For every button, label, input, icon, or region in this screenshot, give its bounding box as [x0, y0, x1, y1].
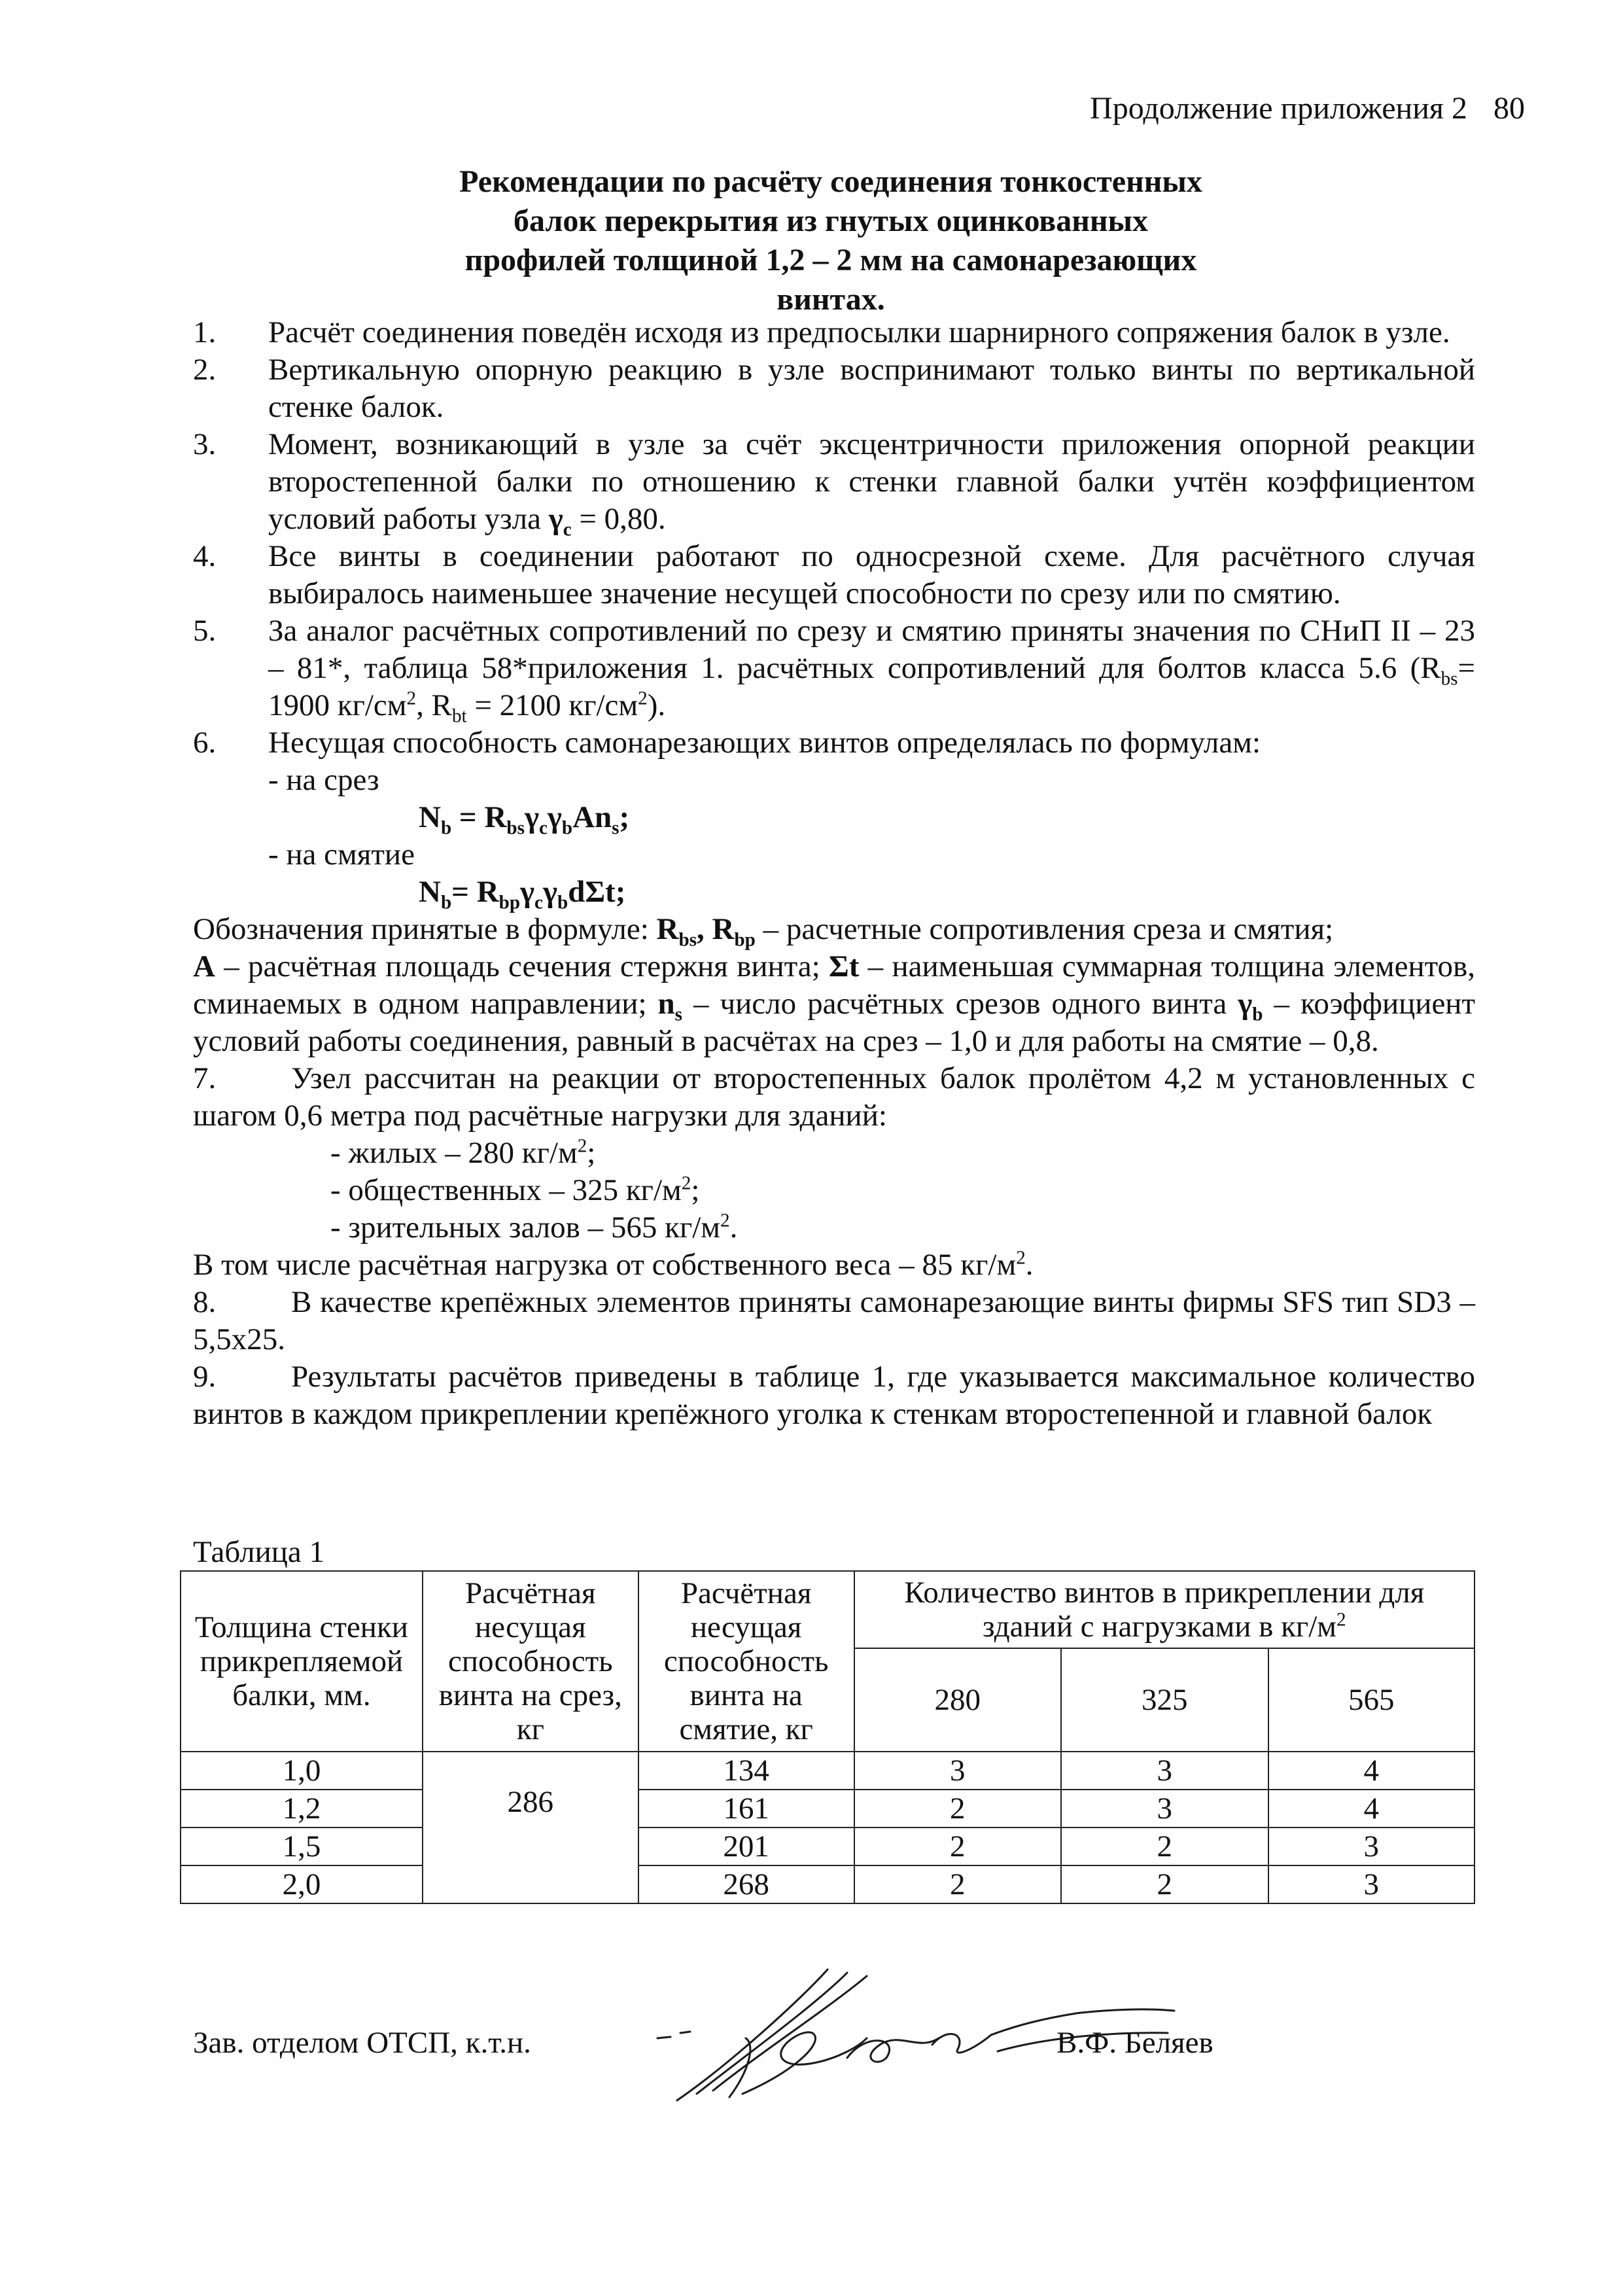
notation-text: – наименьшая суммарная толщина элементов, сминаемых в одном направлении;	[193, 949, 1475, 1021]
load-text: ;	[691, 1173, 700, 1207]
header-thickness: Толщина стенки прикрепляемой балки, мм.	[181, 1571, 423, 1752]
item-text: = 2100 кг/см	[466, 688, 638, 722]
item-number: 2.	[193, 353, 217, 387]
item-number: 1.	[193, 315, 217, 349]
document-body	[193, 314, 1475, 1433]
cell-bearing: 161	[638, 1790, 854, 1828]
cell-count-325: 3	[1061, 1752, 1268, 1790]
header-load-280: 280	[854, 1648, 1061, 1752]
table-row	[181, 1790, 1475, 1828]
cell-count-280: 2	[854, 1790, 1061, 1828]
cell-shear-value	[423, 1752, 638, 1903]
item-text: Вертикальную опорную реакцию в узле воспринимают только винты по вертикальной стенке балок.	[268, 353, 1475, 424]
notation-sub: bs	[678, 929, 697, 951]
cell-count-325: 2	[1061, 1828, 1268, 1865]
formula-sub: b	[440, 817, 452, 839]
notation-sub: s	[674, 1004, 682, 1025]
item-text: ).	[647, 688, 666, 722]
formula-part: N	[419, 800, 441, 834]
page-number: 80	[1493, 91, 1525, 126]
cell-count-565: 4	[1268, 1790, 1475, 1828]
formula-sub: c	[538, 817, 548, 839]
superscript: 2	[1016, 1247, 1026, 1269]
item-text-end: = 0,80.	[571, 502, 666, 536]
formula-part: γ	[547, 800, 562, 834]
item-number: 6.	[193, 726, 217, 760]
notation-symbol: R	[656, 912, 679, 946]
bearing-formula	[193, 874, 1475, 911]
notation-text: – расчетные сопротивления среза и смятия;	[755, 912, 1334, 946]
formula-part: ;	[619, 800, 630, 834]
load-text: - зрительных залов – 565 кг/м	[330, 1210, 721, 1245]
cell-count-565: 4	[1268, 1752, 1475, 1790]
signatory-position: Зав. отделом ОТСП, к.т.н.	[193, 2026, 531, 2060]
item-number: 7.	[193, 1061, 217, 1095]
formula-sub: b	[561, 817, 573, 839]
superscript: 2	[720, 1210, 730, 1231]
list-item-5	[193, 612, 1475, 727]
cell-count-280: 3	[854, 1752, 1061, 1790]
item-text: = 1900 кг/см	[268, 651, 1475, 722]
table-caption: Таблица 1	[193, 1535, 325, 1569]
own-weight-line	[193, 1246, 1475, 1284]
load-text: .	[729, 1210, 738, 1245]
page-header	[1090, 90, 1525, 126]
list-item-6	[193, 724, 1475, 762]
item-text: Узел рассчитан на реакции от второстепенных балок пролётом 4,2 м установленных с шагом 0,6 метра под расчётные нагрузки для зданий:	[193, 1061, 1475, 1133]
cell-thickness: 1,2	[181, 1790, 423, 1828]
item-text: Расчёт соединения поведён исходя из предпосылки шарнирного сопряжения балок в узле.	[268, 315, 1450, 349]
own-weight-text: .	[1025, 1248, 1034, 1282]
formula-sub: b	[440, 892, 452, 913]
formula-part: = R	[451, 800, 507, 834]
superscript: 2	[406, 688, 417, 709]
shear-label: - на срез	[268, 763, 379, 797]
notation-symbol: Σt	[829, 949, 860, 983]
item-text: Результаты расчётов приведены в таблице 1, где указывается максимальное количество винтов в каждом прикреплении крепёжного уголка к стенкам второстепенной и главной балок	[193, 1360, 1475, 1431]
formula-part: γ	[520, 875, 535, 909]
formula-sub: bs	[506, 817, 525, 839]
notation-text: – коэффициент условий работы соединения, равный в расчётах на срез – 1,0 и для работы на смятие – 0,8.	[193, 987, 1475, 1058]
header-bearing: Расчётная несущая способность винта на смятие, кг	[638, 1571, 854, 1752]
item-text: Несущая способность самонарезающих винтов определялась по формулам:	[268, 726, 1261, 760]
document-title	[366, 162, 1295, 319]
formula-part: An	[572, 800, 612, 834]
load-text: ;	[587, 1136, 596, 1170]
list-item-2	[193, 351, 1475, 426]
notation-text: Обозначения принятые в формуле:	[193, 912, 657, 946]
load-residential	[193, 1135, 1475, 1172]
table-row	[181, 1752, 1475, 1790]
superscript: 2	[1336, 1609, 1346, 1631]
cell-count-280: 2	[854, 1865, 1061, 1903]
cell-bearing: 268	[638, 1865, 854, 1903]
results-table	[180, 1570, 1475, 1904]
list-item-8	[193, 1284, 1475, 1358]
list-item-3	[193, 426, 1475, 538]
cell-thickness: 1,5	[181, 1828, 423, 1865]
table-header-row	[181, 1571, 1475, 1648]
formula-part: γ	[524, 800, 539, 834]
notation-sub: b	[1252, 1004, 1263, 1025]
item-number: 9.	[193, 1360, 217, 1394]
item-number: 8.	[193, 1285, 217, 1319]
header-count-text: Количество винтов в прикреплении для зданий с нагрузками в кг/м	[904, 1576, 1425, 1644]
cell-count-565: 3	[1268, 1828, 1475, 1865]
load-text: - жилых – 280 кг/м	[330, 1136, 578, 1170]
formula-part: dΣt;	[568, 875, 626, 909]
notation-text: – расчётная площадь сечения стержня винта;	[215, 949, 829, 983]
notation-paragraph	[193, 948, 1475, 1060]
subscript: bs	[1440, 668, 1458, 690]
title-line: Рекомендации по расчёту соединения тонкостенных	[459, 164, 1202, 199]
table-row	[181, 1865, 1475, 1903]
item-number: 4.	[193, 539, 217, 573]
cell-bearing: 201	[638, 1828, 854, 1865]
notation-symbol: n	[657, 987, 675, 1021]
cell-bearing: 134	[638, 1752, 854, 1790]
superscript: 2	[681, 1173, 691, 1194]
formula-part: N	[419, 875, 441, 909]
formula-sub: c	[534, 892, 543, 913]
item-text: , R	[416, 688, 452, 722]
own-weight-text: В том числе расчётная нагрузка от собственного веса – 85 кг/м	[193, 1248, 1017, 1282]
list-item-1	[193, 314, 1475, 351]
load-public	[193, 1172, 1475, 1209]
shear-value-text: 286	[507, 1785, 554, 1819]
formula-sub: b	[557, 892, 568, 913]
signatory-name: В.Ф. Беляев	[1056, 2026, 1213, 2060]
cell-count-325: 2	[1061, 1865, 1268, 1903]
formula-sub: s	[612, 817, 620, 839]
formula-part: = R	[451, 875, 499, 909]
item-text: Все винты в соединении работают по односрезной схеме. Для расчётного случая выбиралось наименьшее значение несущей способности по срезу или по смятию.	[268, 539, 1475, 610]
formula-part: γ	[542, 875, 557, 909]
header-count	[854, 1571, 1475, 1648]
gamma-symbol: γ	[548, 502, 563, 536]
cell-thickness: 2,0	[181, 1865, 423, 1903]
list-item-7	[193, 1060, 1475, 1135]
gamma-subscript: c	[563, 519, 572, 540]
cell-count-280: 2	[854, 1828, 1061, 1865]
title-line: балок перекрытия из гнутых оцинкованных	[514, 203, 1148, 238]
header-load-565: 565	[1268, 1648, 1475, 1752]
notation-symbol: А	[193, 949, 215, 983]
notation-symbol: , R	[697, 912, 735, 946]
shear-formula	[193, 799, 1475, 839]
table-row	[181, 1828, 1475, 1865]
superscript: 2	[638, 688, 648, 709]
item-text: В качестве крепёжных элементов приняты самонарезающие винты фирмы SFS тип SD3 – 5,5x25.	[193, 1285, 1475, 1356]
title-line: профилей толщиной 1,2 – 2 мм на самонарезающих	[464, 243, 1197, 277]
list-item-4	[193, 538, 1475, 612]
item-text: Момент, возникающий в узле за счёт эксцентричности приложения опорной реакции второстепенной балки по отношению к стенки главной балки учтён коэффициентом условий работы узла	[268, 427, 1475, 536]
notation-line-1	[193, 911, 1475, 951]
notation-sub: bp	[734, 929, 756, 951]
title-line: винтах.	[777, 282, 885, 317]
cell-count-565: 3	[1268, 1865, 1475, 1903]
notation-text: – число расчётных срезов одного винта	[682, 987, 1238, 1021]
cell-thickness: 1,0	[181, 1752, 423, 1790]
item-text: За аналог расчётных сопротивлений по срезу и смятию приняты значения по СНиП II – 23 – 81*, таблица 58*приложения 1. расчётных сопротивлений для болтов класса 5.6 (R	[268, 614, 1475, 685]
superscript: 2	[577, 1135, 587, 1157]
item-number: 5.	[193, 614, 217, 648]
formula-sub: bp	[498, 892, 521, 913]
header-shear: Расчётная несущая способность винта на срез, кг	[423, 1571, 638, 1752]
header-load-325: 325	[1061, 1648, 1268, 1752]
subscript: bt	[451, 705, 467, 727]
header-text: Продолжение приложения 2	[1090, 91, 1467, 126]
item-number: 3.	[193, 427, 217, 461]
bearing-label: - на смятие	[268, 838, 415, 872]
list-item-9	[193, 1358, 1475, 1433]
notation-symbol: γ	[1238, 987, 1253, 1021]
load-text: - общественных – 325 кг/м	[330, 1173, 682, 1207]
load-halls	[193, 1209, 1475, 1246]
cell-count-325: 3	[1061, 1790, 1268, 1828]
